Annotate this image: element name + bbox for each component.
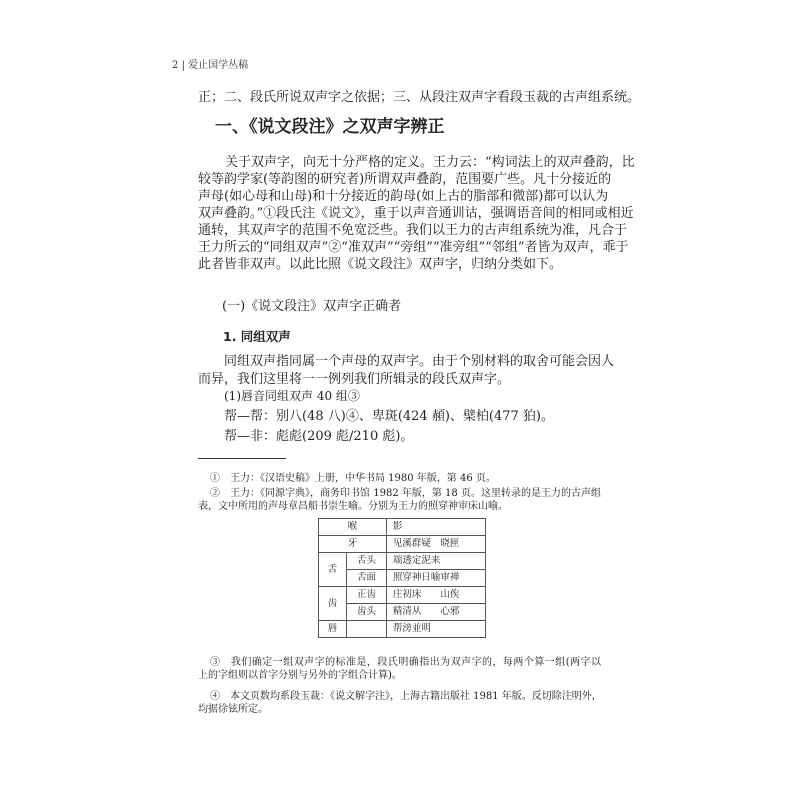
table-cell: 正齿	[347, 587, 387, 604]
footnote-1: ① 王力：《汉语史稿》上册，中华书局 1980 年版，第 46 页。	[210, 473, 496, 484]
subsection-title: (一)《说文段注》双声字正确者	[222, 299, 402, 314]
table-cell: 精清从 心邪	[386, 604, 485, 621]
book-title: 爱止国学丛稿	[188, 60, 249, 71]
section-title: 一、《说文段注》之双声字辨正	[215, 117, 445, 137]
footnote-4: ④ 本文页数均系段玉裁：《说文解字注》，上海古籍出版社 1981 年版。反切除注明外，	[210, 691, 602, 702]
header-separator: |	[181, 60, 185, 71]
table-cell: 影	[386, 519, 485, 536]
page-number: 2	[172, 60, 179, 71]
paragraph-line: 关于双声字，向无十分严格的定义。王力云：“构词法上的双声叠韵，比	[225, 155, 635, 170]
table-cell: 牙	[319, 536, 387, 553]
table-cell: 舌头	[347, 553, 387, 570]
table-cell: 庄初床 山俟	[386, 587, 485, 604]
table-cell-empty	[347, 621, 387, 638]
footnote-4-cont: 均据徐铉所定。	[198, 704, 268, 715]
example-line: 帮—非：彪彪(209 彪/210 彪)。	[224, 429, 414, 444]
paragraph-line: 此者皆非双声。以此比照《说文段注》双声字，归纳分类如下。	[198, 257, 563, 272]
footnote-rule	[198, 458, 286, 459]
paragraph-line: 较等韵学家(等韵图的研究者)所谓双声叠韵，范围要广些。凡十分接近的	[198, 172, 612, 187]
subsubsection-title: 1. 同组双声	[223, 329, 291, 344]
table-cell: 齿头	[347, 604, 387, 621]
example-line: 帮—帮：别八(48 八)④、卑斑(424 頳)、檗柏(477 狛)。	[224, 409, 554, 424]
table-cell: 舌面	[347, 570, 387, 587]
table-cell: 端透定泥来	[386, 553, 485, 570]
table-cell: 齿	[319, 587, 347, 621]
footnote-3-cont: 上的字组则以首字分别与另外的字组合计算)。	[198, 670, 402, 681]
list-title: (1)唇音同组双声 40 组③	[224, 389, 360, 403]
table-cell: 喉	[319, 519, 387, 536]
table-cell: 舌	[319, 553, 347, 587]
paragraph-line: 通转，其双声字的范围不免宽泛些。我们以王力的古声组系统为准，凡合于	[198, 223, 628, 238]
footnote-2: ② 王力：《同源字典》，商务印书馆 1982 年版，第 18 页。这里转录的是王力的古声组	[210, 488, 601, 499]
footnote-3: ③ 我们确定一组双声字的标准是，段氏明确指出为双声字的，每两个算一组(两字以	[210, 657, 601, 668]
intro-line: 正；二、段氏所说双声字之依据；三、从段注双声字看段玉裁的古声组系统。	[198, 90, 641, 105]
table-cell: 照穿神日喻审禅	[386, 570, 485, 587]
table-cell: 帮滂並明	[386, 621, 485, 638]
table-cell: 见溪群疑 晓匣	[386, 536, 485, 553]
paragraph-line: 声母(如心母和山母)和十分接近的韵母(如上古的脂部和微部)都可以认为	[198, 189, 609, 204]
paragraph-line: 双声叠韵。”①段氏注《说文》，重于以声音通训诂，强调语音间的相同或相近	[198, 206, 634, 221]
paragraph-line: 王力所云的“同组双声”②“准双声”“旁组”“准旁组”“邻组”者皆为双声，乖于	[198, 240, 629, 255]
running-header	[172, 60, 248, 72]
paragraph-line: 而异，我们这里将一一例列我们所辑录的段氏双声字。	[198, 372, 511, 387]
footnote-2-cont: 表，文中所用的声母章昌船书崇生喻。分别为王力的照穿神审床山喻。	[198, 501, 508, 512]
paragraph-line: 同组双声指同属一个声母的双声字。由于个别材料的取舍可能会因人	[224, 354, 615, 369]
table-cell: 唇	[319, 621, 347, 638]
ancient-initials-table	[318, 518, 486, 638]
